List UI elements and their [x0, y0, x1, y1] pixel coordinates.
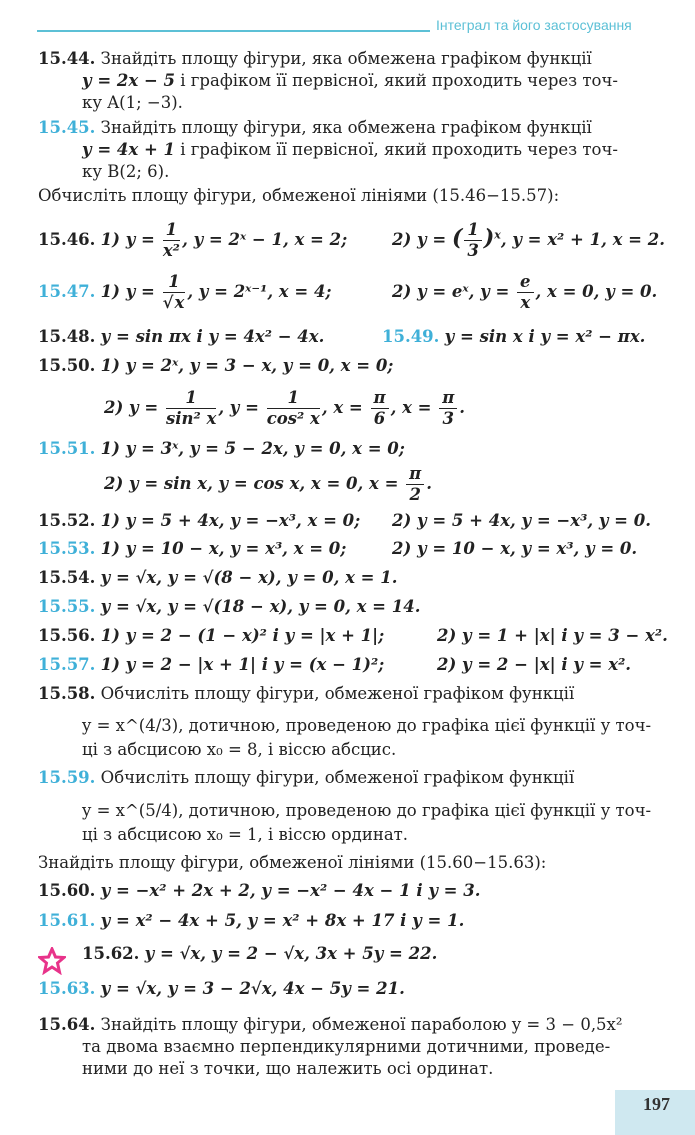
instruction-1: Обчисліть площу фігури, обмеженої лініями (15.46−15.57): [38, 186, 560, 205]
problem-15-62: 15.62. y = √x, y = 2 − √x, 3x + 5y = 22. [82, 944, 438, 963]
problem-15-57: 15.57. 1) y = 2 − |x + 1| і y = (x − 1)²; [38, 655, 385, 674]
instruction-2: Знайдіть площу фігури, обмеженої лініями (15.60−15.63): [38, 853, 547, 872]
problem-15-63: 15.63. y = √x, y = 3 − 2√x, 4x − 5y = 21. [38, 979, 405, 998]
problem-15-48: 15.48. y = sin πx і y = 4x² − 4x. [38, 327, 325, 346]
problem-15-50: 15.50. 1) y = 2ˣ, y = 3 − x, y = 0, x = 0; [38, 356, 394, 375]
problem-15-61: 15.61. y = x² − 4x + 5, y = x² + 8x + 17 і y = 1. [38, 911, 465, 930]
problem-15-64: 15.64. Знайдіть площу фігури, обмеженої параболою y = 3 − 0,5x² [38, 1015, 623, 1034]
problem-15-44: 15.44. Знайдіть площу фігури, яка обмежена графіком функції [38, 49, 592, 68]
problem-15-59: 15.59. Обчисліть площу фігури, обмеженої графіком функції [38, 768, 575, 787]
problem-15-46: 15.46. 1) y = $\frac{1}{\text{x²}}$ , y = 2ˣ − 1, x = 2; [38, 220, 348, 260]
header-rule [37, 30, 430, 32]
problem-15-49: 15.49. y = sin x і y = x² − πx. [382, 327, 646, 346]
problem-15-51: 15.51. 1) y = 3ˣ, y = 5 − 2x, y = 0, x = 0; [38, 439, 405, 458]
page-number: 197 [643, 1094, 670, 1114]
problem-15-55: 15.55. y = √x, y = √(18 − x), y = 0, x = 14. [38, 597, 421, 616]
problem-15-54: 15.54. y = √x, y = √(8 − x), y = 0, x = 1. [38, 568, 398, 587]
problem-15-56: 15.56. 1) y = 2 − (1 − x)² і y = |x + 1|; [38, 626, 385, 645]
problem-15-53: 15.53. 1) y = 10 − x, y = x³, x = 0; [38, 539, 347, 558]
star-icon [38, 947, 66, 975]
problem-15-47: 15.47. 1) y = $\frac{1}{√x}$ , y = 2ˣ⁻¹, x = 4; [38, 272, 332, 312]
problem-15-60: 15.60. y = −x² + 2x + 2, y = −x² − 4x − 1 і y = 3. [38, 881, 481, 900]
problem-15-45: 15.45. Знайдіть площу фігури, яка обмежена графіком функції [38, 118, 592, 137]
problem-15-58: 15.58. Обчисліть площу фігури, обмеженої графіком функції [38, 684, 575, 703]
running-header: Інтеграл та його застосування [436, 17, 632, 33]
problem-15-52: 15.52. 1) y = 5 + 4x, y = −x³, x = 0; [38, 511, 361, 530]
